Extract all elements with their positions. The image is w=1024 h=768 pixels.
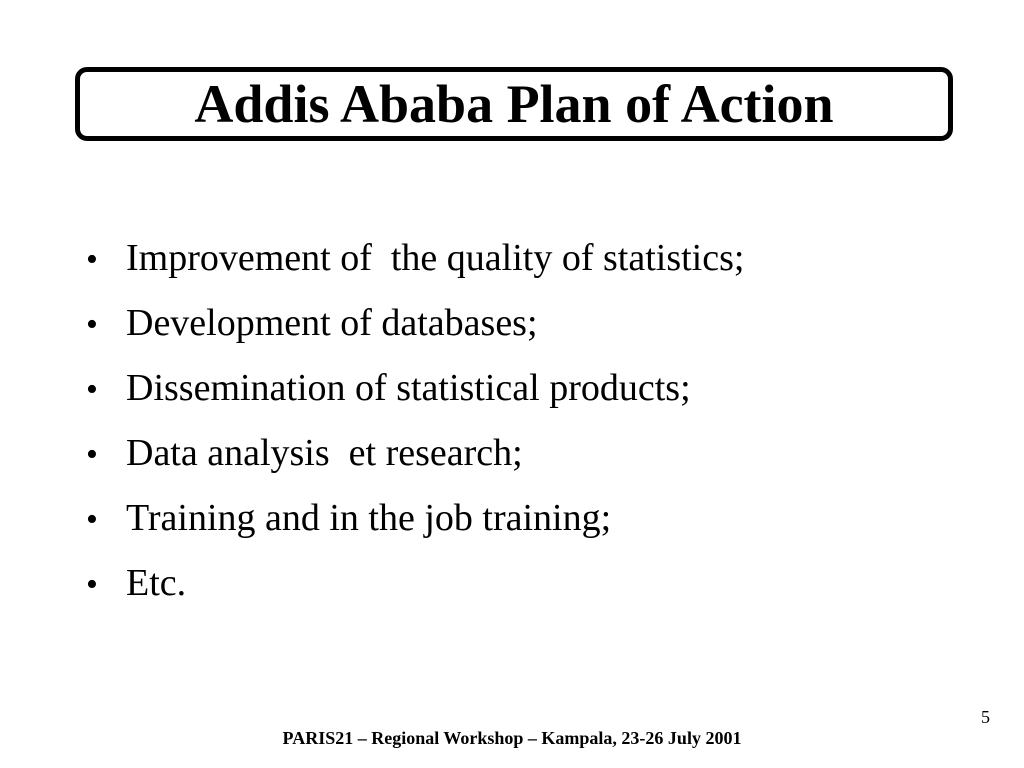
bullet-marker: • <box>86 566 98 603</box>
bullet-text: Dissemination of statistical products; <box>126 367 691 409</box>
bullet-marker: • <box>86 436 98 473</box>
bullet-item <box>86 486 744 551</box>
bullet-text: Data analysis et research; <box>126 432 523 474</box>
bullet-list <box>86 226 744 616</box>
slide-number: 5 <box>981 707 990 727</box>
bullet-text: Training and in the job training; <box>126 497 612 539</box>
bullet-item <box>86 226 744 291</box>
bullet-text: Development of databases; <box>126 302 538 344</box>
bullet-marker: • <box>86 371 98 408</box>
title-box <box>75 67 953 141</box>
bullet-marker: • <box>86 241 98 278</box>
bullet-marker: • <box>86 306 98 343</box>
bullet-text: Etc. <box>126 562 187 604</box>
bullet-marker: • <box>86 501 98 538</box>
bullet-item <box>86 551 744 616</box>
bullet-item <box>86 421 744 486</box>
bullet-text: Improvement of the quality of statistics; <box>126 237 745 279</box>
bullet-item <box>86 291 744 356</box>
slide-footer: PARIS21 – Regional Workshop – Kampala, 23-26 July 2001 <box>282 728 742 748</box>
slide-title: Addis Ababa Plan of Action <box>194 74 834 134</box>
bullet-item <box>86 356 744 421</box>
